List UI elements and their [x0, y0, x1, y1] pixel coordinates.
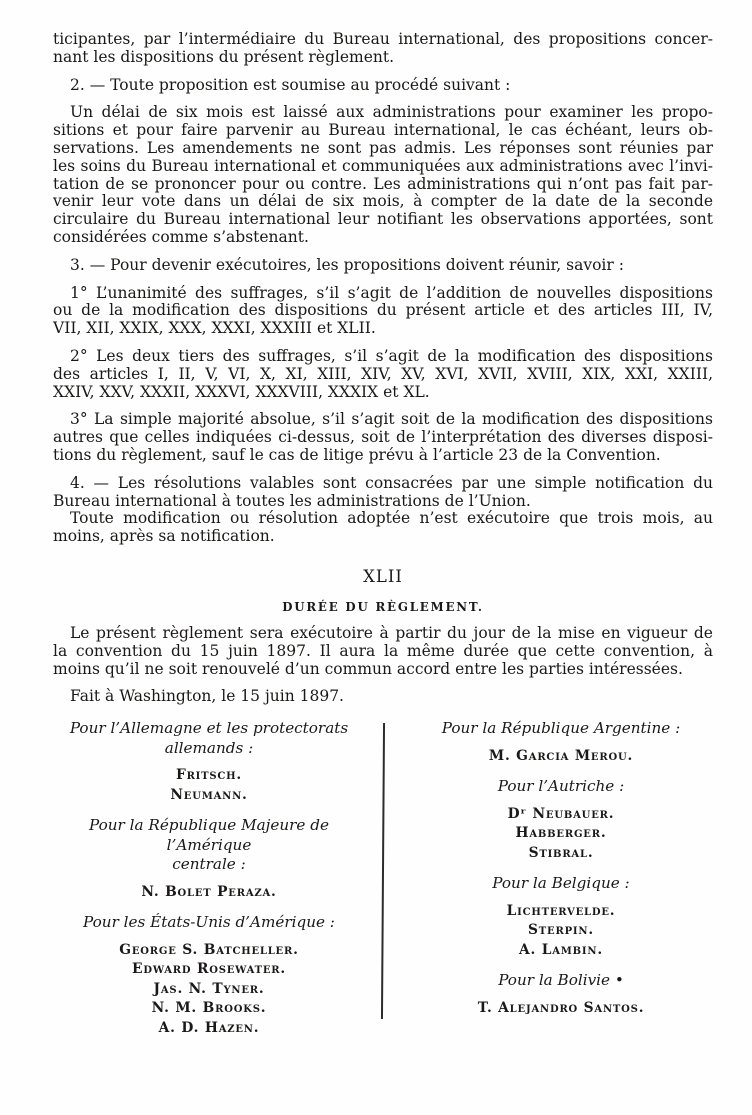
signature-party-heading [48, 719, 370, 758]
signature-party-heading [400, 971, 722, 991]
signatory-name: T. Alejandro Santos. [477, 999, 645, 1016]
signatory-name: Sterpin. [528, 922, 594, 939]
text-line: ticipantes, par l’intermédiaire du Bureau international, des propositions concer- [53, 30, 713, 48]
signature-group [400, 971, 722, 1018]
signatory-name: Dʳ Neubauer. [507, 805, 615, 822]
paragraph [53, 625, 713, 678]
signature-party-heading [48, 913, 370, 933]
signatory-name: George S. Batcheller. [119, 941, 299, 958]
text-line: 1° L’unanimité des suffrages, s’il s’agit de l’addition de nouvelles dispositions [70, 283, 713, 302]
signature-party-heading [400, 719, 722, 739]
signature-party-heading [48, 816, 370, 875]
text-line: 2° Les deux tiers des suffrages, s’il s’agit de la modification des dispositions [70, 346, 713, 365]
text-line: nant les dispositions du présent règlement. [53, 47, 394, 66]
signatory-name: N. M. Brooks. [151, 1000, 267, 1017]
signatures-left-column [48, 719, 382, 1038]
signatory-name: Fritsch. [175, 767, 243, 784]
text-line: la convention du 15 juin 1897. Il aura la même durée que cette convention, à [53, 641, 713, 660]
text-line: servations. Les amendements ne sont pas admis. Les réponses sont réunies par [53, 138, 713, 157]
signature-heading-line: centrale : [172, 855, 246, 874]
text-line: considérées comme s’abstenant. [53, 227, 309, 246]
text-line: 3° La simple majorité absolue, s’il s’agit soit de la modification des dispositions [70, 410, 713, 429]
signatory-name: Neumann. [170, 786, 248, 803]
signature-heading-line: Pour la République Majeure de l’Amérique [89, 816, 329, 854]
paragraph [53, 348, 713, 401]
text-line: VII, XII, XXIX, XXX, XXXI, XXXIII et XLII. [53, 319, 376, 338]
text-line: 3. — Pour devenir exécutoires, les propositions doivent réunir, savoir : [70, 255, 624, 274]
text-line: Bureau international à toutes les administrations de l’Union. [53, 491, 531, 510]
text-line: Fait à Washington, le 15 juin 1897. [70, 687, 344, 706]
paragraph [53, 31, 713, 67]
text-line: circulaire du Bureau international leur notifiant les observations apportées, sont [53, 210, 713, 229]
signatory-name: A. Lambin. [519, 941, 603, 958]
paragraph [53, 411, 713, 464]
signatory-name: Stibral. [528, 844, 594, 861]
text-line: Le présent règlement sera exécutoire à partir du jour de la mise en vigueur de [70, 623, 713, 642]
text-line: les soins du Bureau international et communiquées aux administrations avec l’invi- [53, 156, 713, 175]
text-line: XXIV, XXV, XXXII, XXXVI, XXXVIII, XXXIX et XL. [53, 382, 430, 401]
signature-heading-line: Pour la République Argentine : [441, 719, 681, 738]
signature-group [400, 874, 722, 960]
text-line: 4. — Les résolutions valables sont consacrées par une simple notification du [70, 473, 713, 492]
signature-group [48, 913, 370, 1038]
article-subheading: DURÉE DU RÈGLEMENT. [282, 599, 484, 614]
signature-heading-line: Pour l’Allemagne et les protectorats [69, 719, 349, 738]
signatory-name: Habberger. [515, 825, 607, 842]
text-line: Toute modification ou résolution adoptée n’est exécutoire que trois mois, au [70, 509, 713, 528]
signature-heading-line: Pour les États-Unis d’Amérique : [83, 913, 335, 932]
signature-heading-line: Pour la Bolivie • [498, 971, 624, 990]
text-line: tation de se prononcer pour ou contre. Les administrations qui n’ont pas fait par- [53, 174, 713, 193]
text-line: moins, après sa notification. [53, 527, 275, 546]
signature-group [48, 816, 370, 902]
text-line: moins qu’il ne soit renouvelé d’un commun accord entre les parties intéressées. [53, 659, 683, 678]
signature-group [400, 719, 722, 766]
text-line: des articles I, II, V, VI, X, XI, XIII, XIV, XV, XVI, XVII, XVIII, XIX, XXI, XXIII, [53, 364, 713, 383]
text-line: 2. — Toute proposition est soumise au procédé suivant : [70, 75, 511, 94]
signatures-right-column [384, 719, 722, 1018]
text-line: Un délai de six mois est laissé aux administrations pour examiner les propo- [70, 103, 713, 122]
paragraph [53, 688, 713, 706]
paragraph [53, 257, 713, 275]
signatory-name: Jas. N. Tyner. [153, 980, 265, 997]
paragraph [53, 104, 713, 246]
text-line: ou de la modification des dispositions du présent article et des articles III, IV, [53, 301, 713, 320]
signatory-name: N. Bolet Peraza. [141, 883, 277, 900]
paragraph [53, 77, 713, 95]
signature-party-heading [400, 777, 722, 797]
signatory-name: Edward Rosewater. [132, 961, 286, 978]
signature-heading-line: allemands : [164, 738, 254, 757]
signature-group [400, 777, 722, 863]
signature-group [48, 719, 370, 805]
paragraph [53, 285, 713, 338]
text-line: tions du règlement, sauf le cas de litige prévu à l’article 23 de la Convention. [53, 445, 661, 464]
signature-heading-line: Pour l’Autriche : [497, 777, 625, 796]
text-line: venir leur vote dans un délai de six mois, à compter de la date de la seconde [53, 192, 713, 211]
paragraph [53, 475, 713, 511]
signature-party-heading [400, 874, 722, 894]
signature-heading-line: Pour la Belgique : [492, 874, 630, 893]
text-line: autres que celles indiquées ci-dessus, soit de l’interprétation des diverses disposi- [53, 428, 713, 447]
signatures-section [0, 719, 752, 1038]
text-line: sitions et pour faire parvenir au Bureau international, le cas échéant, leurs ob- [53, 121, 713, 140]
signatory-name: A. D. Hazen. [158, 1019, 260, 1036]
paragraph [53, 510, 713, 546]
signatory-name: Lichtervelde. [506, 902, 616, 919]
article-heading: XLII [363, 566, 403, 586]
signatory-name: M. Garcia Merou. [488, 747, 634, 764]
